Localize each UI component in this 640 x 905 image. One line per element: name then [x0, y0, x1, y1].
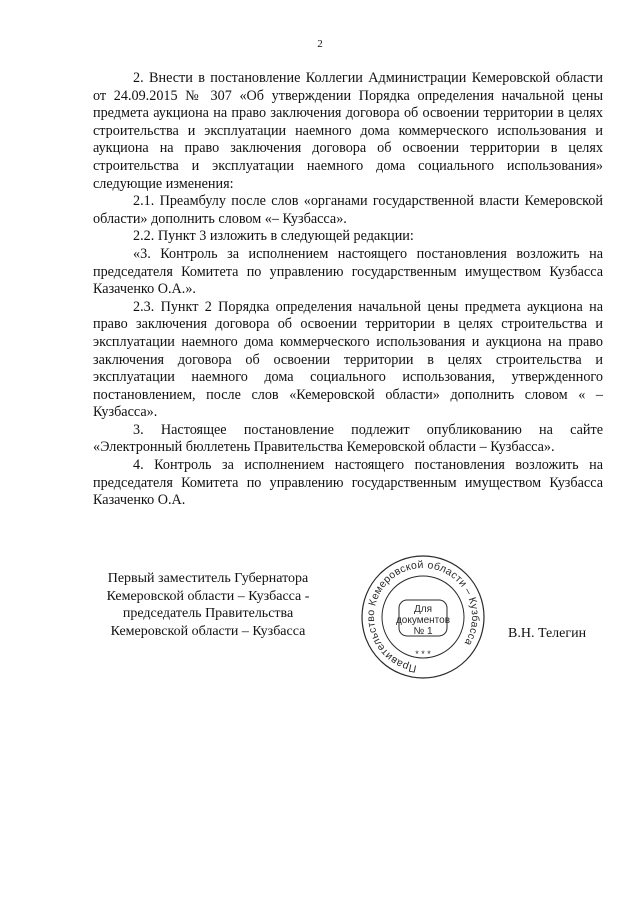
- paragraph-item-4: 4. Контроль за исполнением настоящего постановления возложить на председателя Комитета по управлению государственным имуществом Кузбасса Казаченко О.А.: [93, 457, 603, 509]
- page-number: 2: [317, 38, 323, 50]
- seal-center-line: Для: [413, 604, 433, 615]
- signatory-title: [93, 570, 323, 640]
- paragraph-quoted-item-3: «3. Контроль за исполнением настоящего постановления возложить на председателя Комитета по управлению государственным имуществом Кузбасса Казаченко О.А.».: [93, 245, 603, 298]
- signatory-title-line: Первый заместитель Губернатора: [107, 571, 309, 586]
- official-seal: [359, 553, 487, 681]
- paragraph-item-2-1: 2.1. Преамбулу после слов «органами государственной власти Кемеровской области» дополнить словом «– Кузбасса».: [93, 193, 603, 227]
- paragraph-item-3: 3. Настоящее постановление подлежит опубликованию на сайте «Электронный бюллетень Правительства Кемеровской области – Кузбасса».: [93, 421, 603, 456]
- signatory-name: В.Н. Телегин: [508, 626, 587, 641]
- seal-ring-textpath: Правительство Кемеровской области – Кузбасса: [364, 558, 482, 675]
- paragraph-item-2-2: 2.2. Пункт 3 изложить в следующей редакции:: [133, 228, 414, 245]
- seal-stars: * * *: [415, 649, 431, 659]
- document-body: [93, 70, 603, 510]
- seal-center-line: № 1: [413, 626, 433, 637]
- signatory-title-line: председатель Правительства: [122, 606, 294, 622]
- signatory-title-line: Кемеровской области – Кузбасса: [110, 623, 306, 639]
- seal-center-line: документов: [395, 615, 451, 626]
- signatory-title-line: Кемеровской области – Кузбасса -: [106, 588, 310, 604]
- paragraph-item-2: 2. Внести в постановление Коллегии Администрации Кемеровской области от 24.09.2015 № 307 «Об утверждении Порядка определения начальной цены предмета аукциона на право заключения договора об освоении территории в целях строительства и эксплуатации наемного дома коммерческого использования и аукциона на право заключения договора об освоении территории в целях строительства и эксплуатации наемного дома социального использования» следующие изменения:: [93, 70, 603, 192]
- paragraph-item-2-3: 2.3. Пункт 2 Порядка определения начальной цены предмета аукциона на право заключения договора об освоении территории в целях строительства и эксплуатации наемного дома коммерческого использования и аукциона на право заключения договора об освоении территории в целях строительства и эксплуатации наемного дома социального использования, утвержденного постановлением, после слов «Кемеровской области» дополнить словом « – Кузбасса».: [93, 298, 603, 421]
